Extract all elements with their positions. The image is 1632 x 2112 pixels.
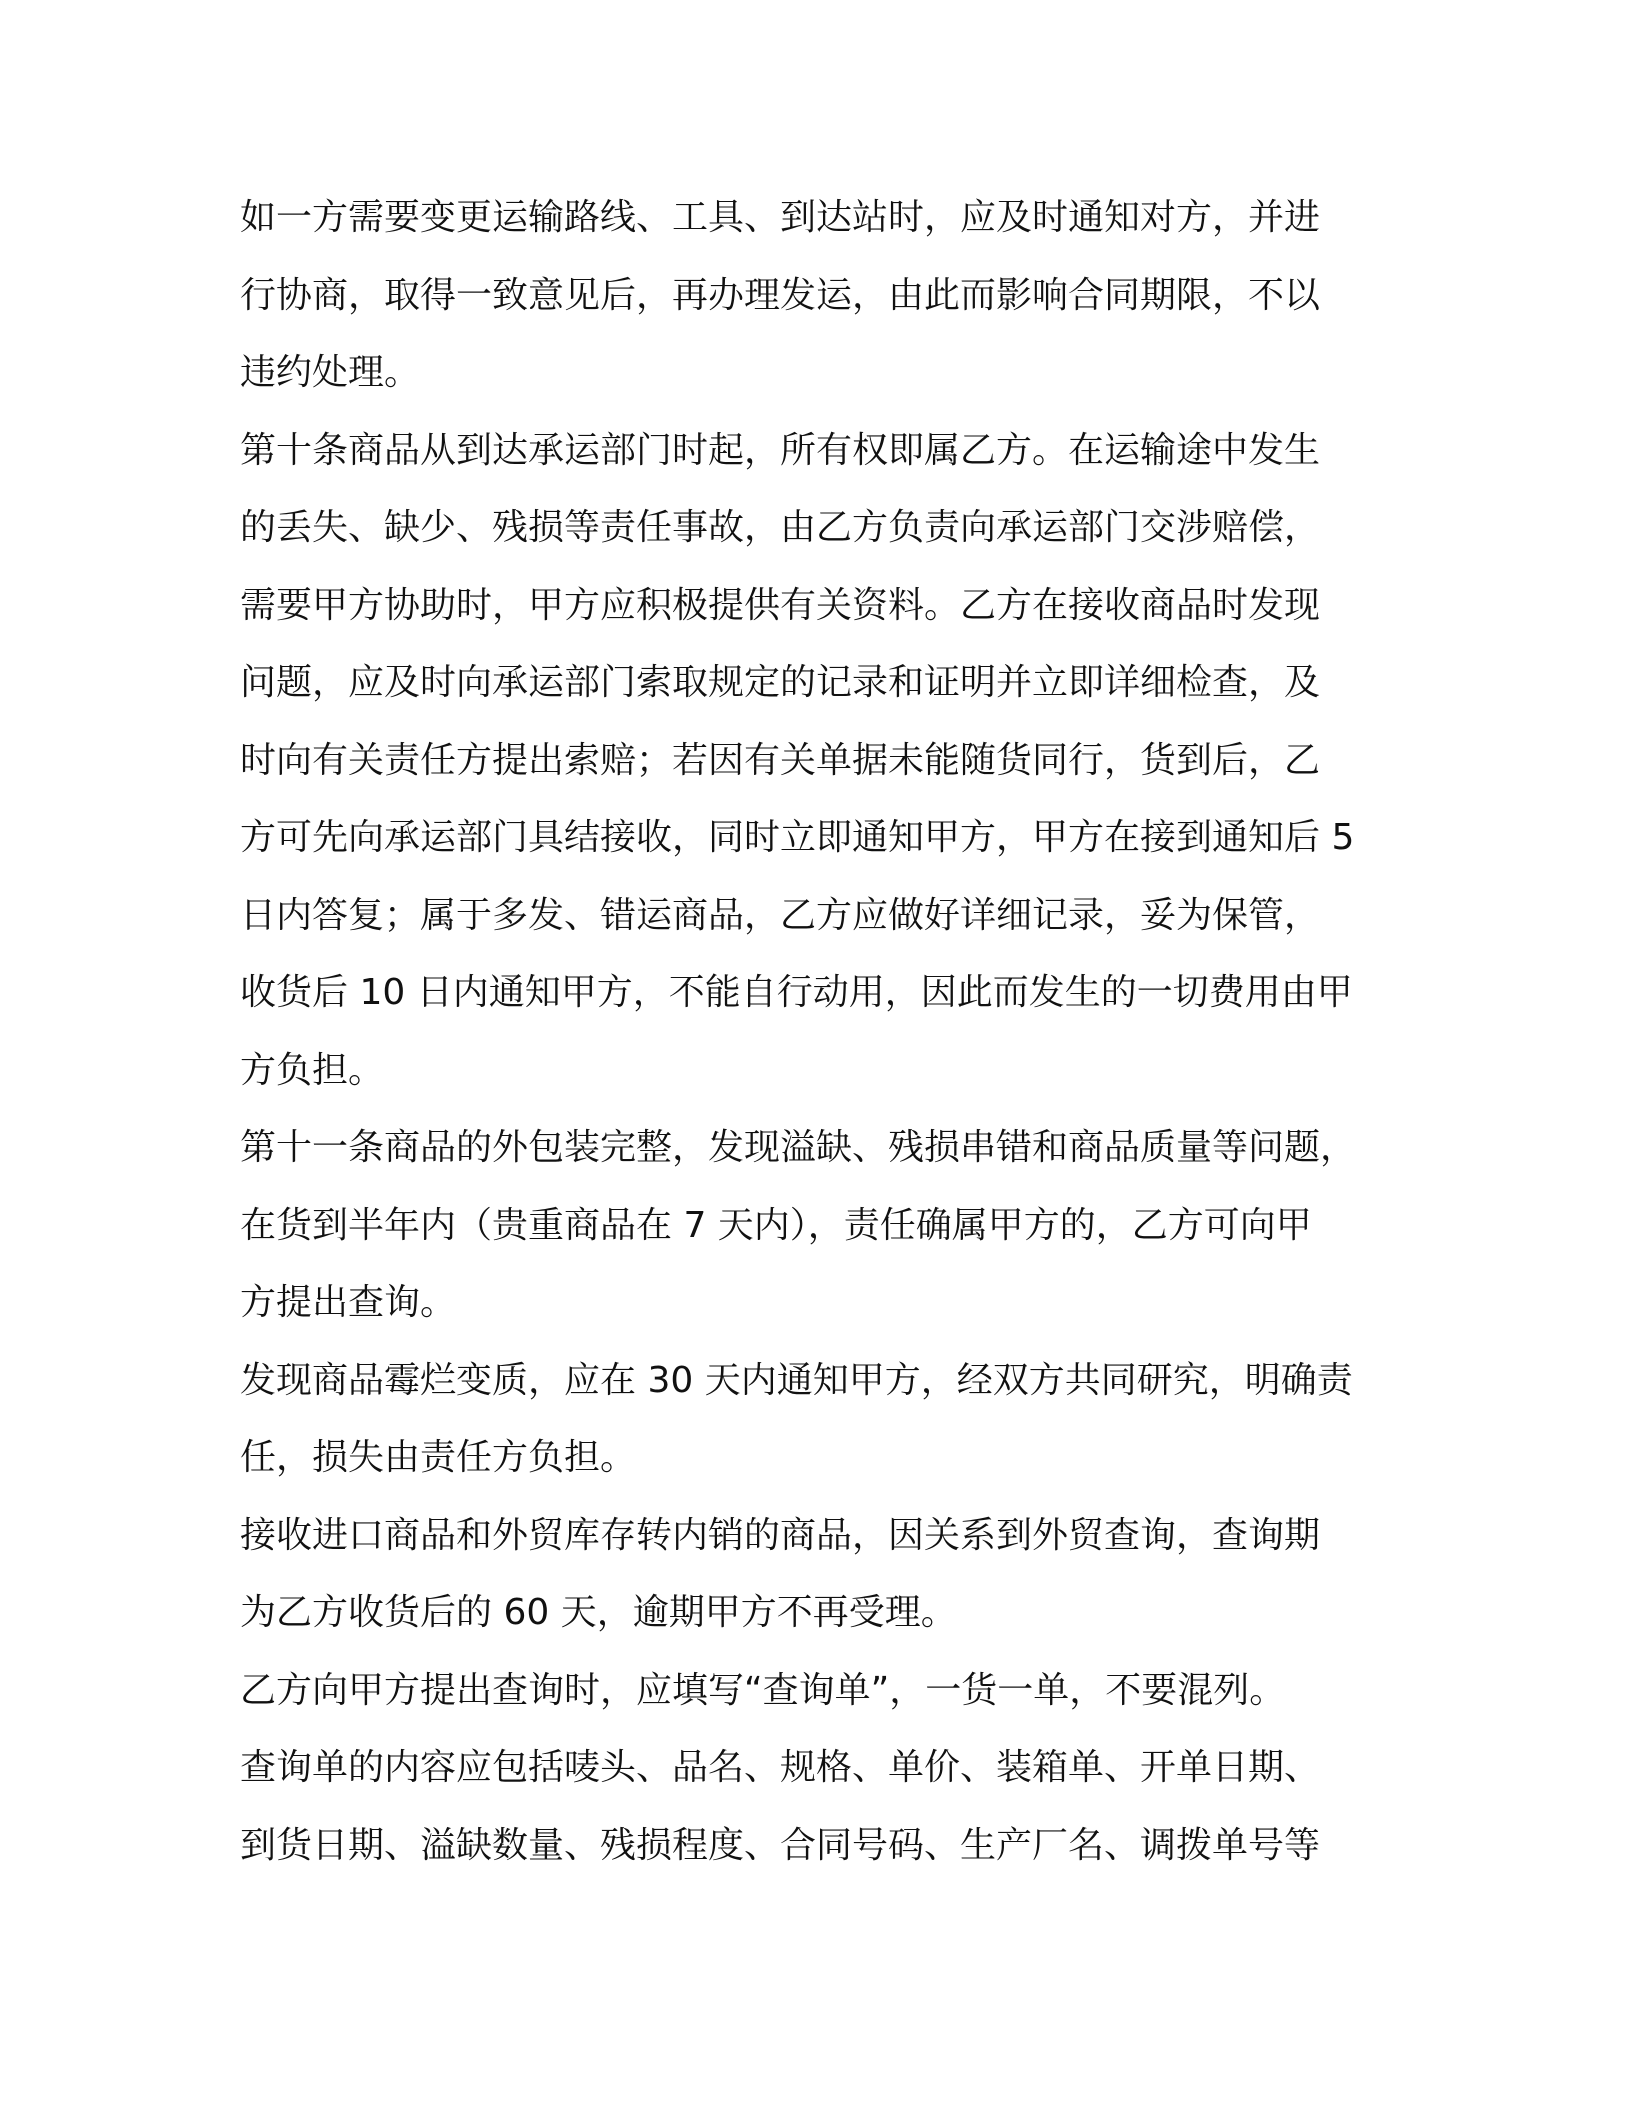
text-line: 违约处理。 bbox=[240, 352, 421, 393]
document-body bbox=[240, 190, 1440, 1895]
text-line: 方负担。 bbox=[240, 1049, 385, 1091]
text-line: 行协商，取得一致意见后，再办理发运，由此而影响合同期限，不以 bbox=[240, 274, 1321, 316]
text-line: 任，损失由责任方负担。 bbox=[240, 1437, 637, 1478]
text-line: 发现商品霉烂变质，应在 30 天内通知甲方，经双方共同研究，明确责 bbox=[240, 1359, 1353, 1401]
text-line: 的丢失、缺少、残损等责任事故，由乙方负责向承运部门交涉赔偿， bbox=[240, 507, 1321, 548]
text-line: 乙方向甲方提出查询时，应填写“查询单”，一货一单，不要混列。 bbox=[240, 1669, 1286, 1711]
text-line: 第十条商品从到达承运部门时起，所有权即属乙方。在运输途中发生 bbox=[240, 429, 1321, 471]
text-line: 时向有关责任方提出索赔；若因有关单据未能随货同行，货到后，乙 bbox=[240, 739, 1321, 781]
text-line: 接收进口商品和外贸库存转内销的商品，因关系到外贸查询，查询期 bbox=[240, 1514, 1321, 1556]
text-line: 在货到半年内（贵重商品在 7 天内），责任确属甲方的，乙方可向甲 bbox=[240, 1204, 1312, 1246]
text-line: 需要甲方协助时，甲方应积极提供有关资料。乙方在接收商品时发现 bbox=[240, 584, 1321, 626]
text-line: 为乙方收货后的 60 天，逾期甲方不再受理。 bbox=[240, 1592, 957, 1633]
text-line: 方可先向承运部门具结接收，同时立即通知甲方，甲方在接到通知后 5 bbox=[240, 817, 1355, 858]
text-line: 到货日期、溢缺数量、残损程度、合同号码、生产厂名、调拨单号等 bbox=[240, 1824, 1321, 1866]
text-line: 如一方需要变更运输路线、工具、到达站时，应及时通知对方，并进 bbox=[240, 197, 1321, 238]
text-line: 日内答复；属于多发、错运商品，乙方应做好详细记录，妥为保管， bbox=[240, 894, 1321, 936]
text-line: 查询单的内容应包括唛头、品名、规格、单价、装箱单、开单日期、 bbox=[240, 1747, 1321, 1788]
text-line: 方提出查询。 bbox=[240, 1282, 457, 1323]
text-line: 问题，应及时向承运部门索取规定的记录和证明并立即详细检查，及 bbox=[240, 662, 1321, 703]
text-line: 收货后 10 日内通知甲方，不能自行动用，因此而发生的一切费用由甲 bbox=[240, 972, 1353, 1013]
text-line: 第十一条商品的外包装完整，发现溢缺、残损串错和商品质量等问题， bbox=[240, 1127, 1357, 1168]
